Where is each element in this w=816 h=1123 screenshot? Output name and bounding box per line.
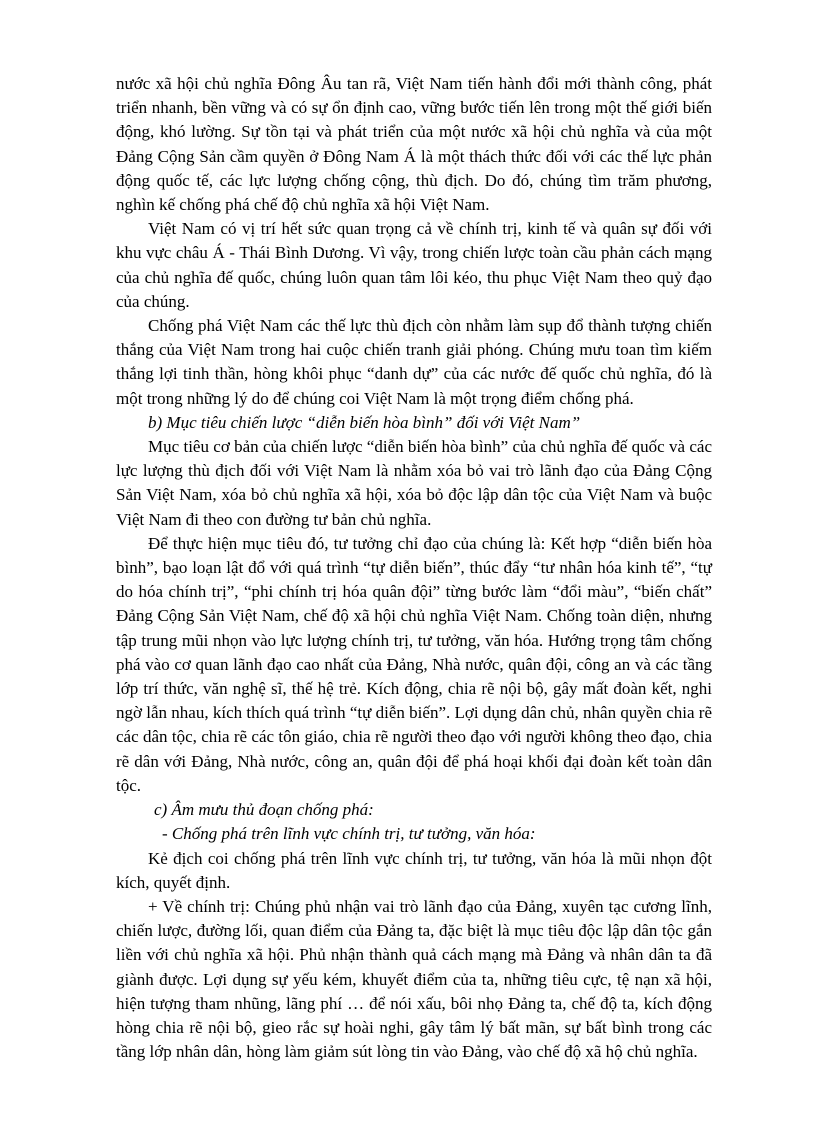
paragraph-victory-symbol: Chống phá Việt Nam các thế lực thù địch còn nhằm làm sụp đổ thành tượng chiến thắng của Việt Nam trong hai cuộc chiến tranh giải phóng. Chúng mưu toan tìm kiếm thắng lợi tinh thần, hòng khôi phục “danh dự” của các nước đế quốc chủ nghĩa, đó là một trong những lý do để chúng coi Việt Nam là một trọng điểm chống phá.: [116, 316, 712, 408]
paragraph-spearhead: Kẻ địch coi chống phá trên lĩnh vực chính trị, tư tưởng, văn hóa là mũi nhọn đột kích, quyết định.: [116, 848, 712, 892]
paragraph-strategic-position: Việt Nam có vị trí hết sức quan trọng cả về chính trị, kinh tế và quân sự đối với khu vực châu Á - Thái Bình Dương. Vì vậy, trong chiến lược toàn cầu phản cách mạng của chủ nghĩa đế quốc, chúng luôn quan tâm lôi kéo, thu phục Việt Nam theo quỷ đạo của chúng.: [116, 219, 712, 311]
subsection-heading-political: - Chống phá trên lĩnh vực chính trị, tư tưởng, văn hóa:: [162, 824, 536, 844]
paragraph-intro-continued: nước xã hội chủ nghĩa Đông Âu tan rã, Việt Nam tiến hành đổi mới thành công, phát triển nhanh, bền vững và có sự ổn định cao, vững bước tiến lên trong một thế giới biến động, khó lường. Sự tồn tại và phát triển của một nước xã hội chủ nghĩa và của một Đảng Cộng Sản cầm quyền ở Đông Nam Á là một thách thức đối với các thế lực phản động quốc tế, các lực lượng chống cộng, thù địch. Do đó, chúng tìm trăm phương, nghìn kế chống phá chế độ chủ nghĩa xã hội Việt Nam.: [116, 74, 712, 215]
paragraph-basic-objective: Mục tiêu cơ bản của chiến lược “diễn biến hòa bình” của chủ nghĩa đế quốc và các lực lượng thù địch đối với Việt Nam là nhằm xóa bỏ vai trò lãnh đạo của Đảng Cộng Sản Việt Nam, xóa bỏ chủ nghĩa xã hội, xóa bỏ độc lập dân tộc của Việt Nam và buộc Việt Nam đi theo con đường tư bản chủ nghĩa.: [116, 437, 712, 529]
document-page: [116, 72, 712, 1064]
paragraph-political: + Về chính trị: Chúng phủ nhận vai trò lãnh đạo của Đảng, xuyên tạc cương lĩnh, chiến lược, đường lối, quan điểm của Đảng ta, đặc biệt là mục tiêu độc lập dân tộc gắn liền với chủ nghĩa xã hội. Phủ nhận thành quả cách mạng mà Đảng và nhân dân ta đã giành được. Lợi dụng sự yếu kém, khuyết điểm của ta, những tiêu cực, tệ nạn xã hội, hiện tượng tham nhũng, lãng phí … để nói xấu, bôi nhọ Đảng ta, chế độ ta, kích động hòng chia rẽ nội bộ, gieo rắc sự hoài nghi, gây tâm lý bất mãn, sự bất bình trong các tầng lớp nhân dân, hòng làm giảm sút lòng tin vào Đảng, vào chế độ xã hộ chủ nghĩa.: [116, 896, 712, 1062]
section-heading-b: b) Mục tiêu chiến lược “diễn biến hòa bình” đối với Việt Nam”: [148, 412, 581, 432]
section-heading-c: c) Âm mưu thủ đoạn chống phá:: [154, 800, 374, 820]
paragraph-guiding-ideology: Để thực hiện mục tiêu đó, tư tưởng chỉ đạo của chúng là: Kết hợp “diễn biến hòa bình”, bạo loạn lật đổ với quá trình “tự diễn biến”, thúc đẩy “tư nhân hóa kinh tế”, “tự do hóa chính trị”, “phi chính trị hóa quân đội” từng bước làm “đổi màu”, “biến chất” Đảng Cộng Sản Việt Nam, chế độ xã hội chủ nghĩa Việt Nam. Chống toàn diện, nhưng tập trung mũi nhọn vào lực lượng chính trị, tư tưởng, văn hóa. Hướng trọng tâm chống phá vào cơ quan lãnh đạo cao nhất của Đảng, Nhà nước, quân đội, công an và các tầng lớp trí thức, văn nghệ sĩ, thế hệ trẻ. Kích động, chia rẽ nội bộ, gây mất đoàn kết, nghi ngờ lẫn nhau, kích thích quá trình “tự diễn biến”. Lợi dụng dân chủ, nhân quyền chia rẽ các dân tộc, chia rẽ các tôn giáo, chia rẽ người theo đạo với người không theo đạo, chia rẽ dân với Đảng, Nhà nước, công an, quân đội để phá hoại khối đại đoàn kết toàn dân tộc.: [116, 533, 712, 795]
